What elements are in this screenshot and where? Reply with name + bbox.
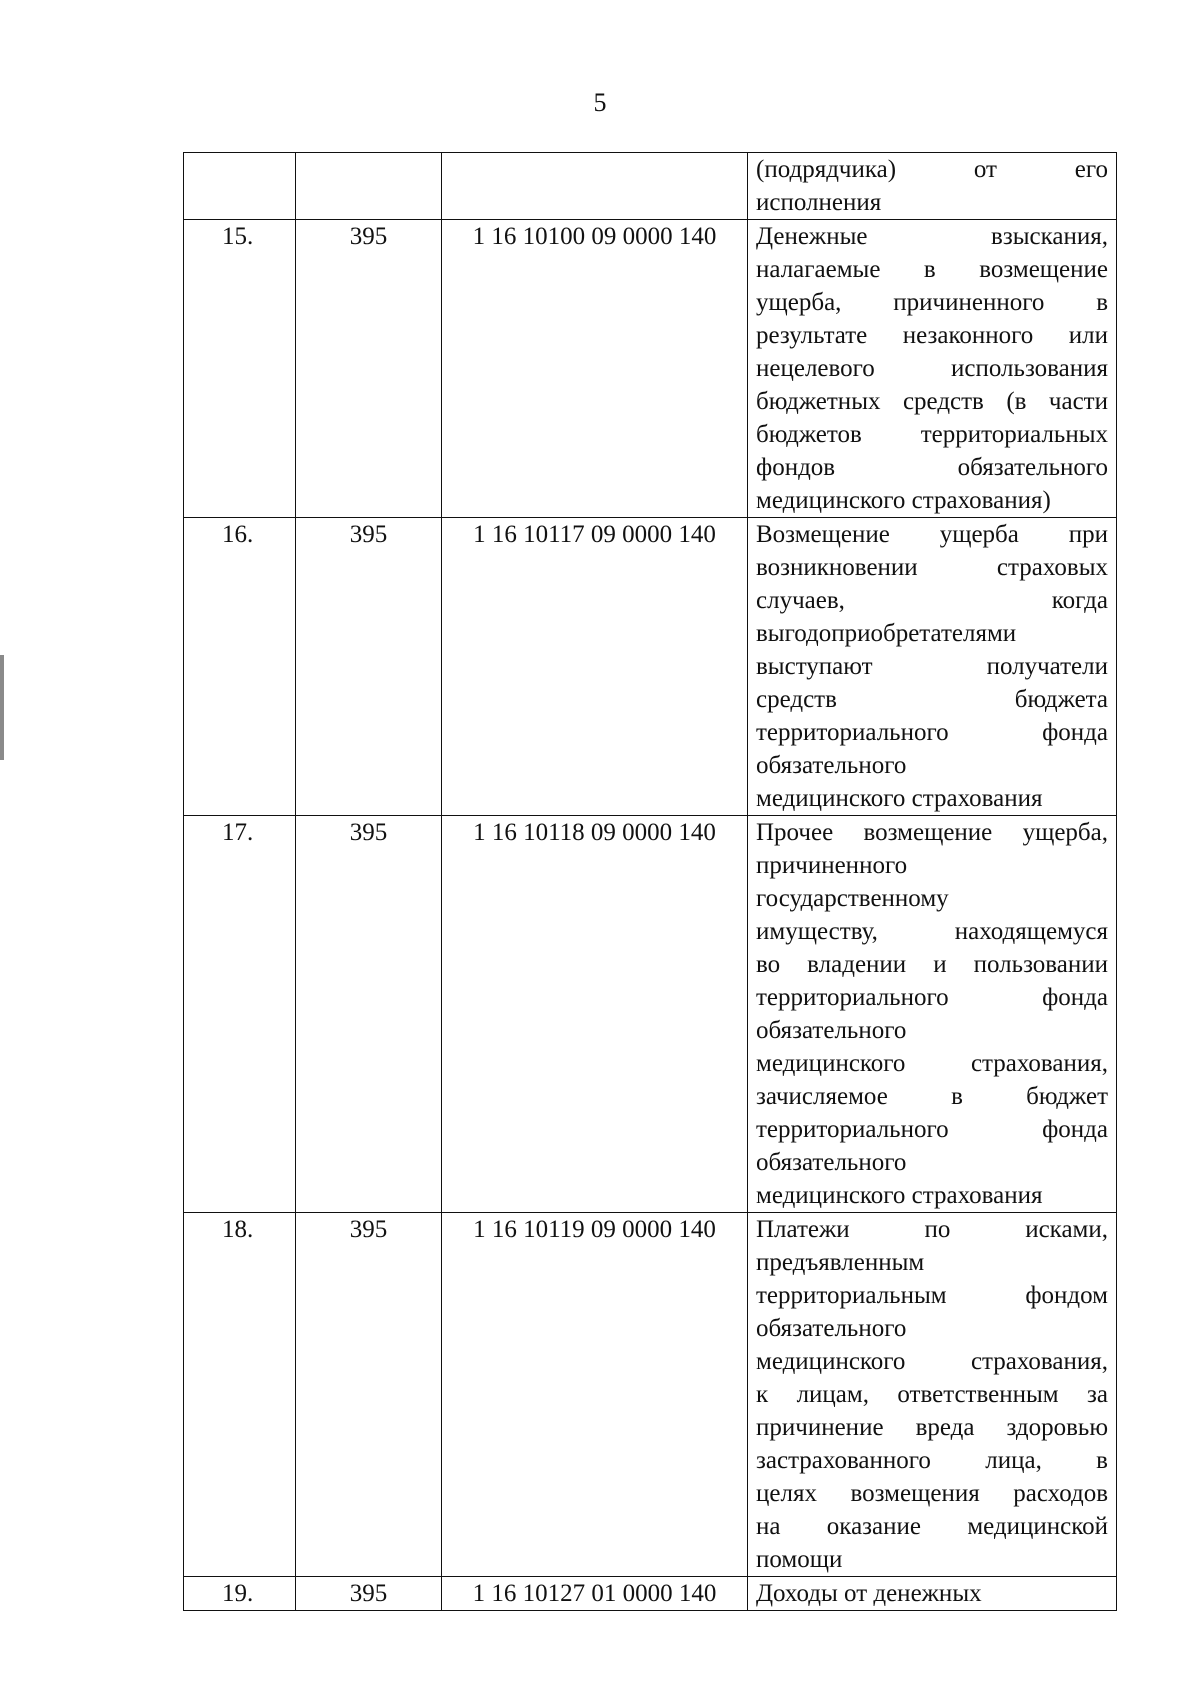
description-line: медицинского страхования, — [756, 1348, 1108, 1375]
description-line: причинение вреда здоровью — [756, 1414, 1108, 1441]
description-line: медицинского страхования — [756, 1182, 1043, 1209]
admin-code-cell — [296, 153, 442, 220]
description-line: выгодоприобретателями — [756, 620, 1017, 647]
row-number-cell: 18. — [184, 1213, 296, 1577]
row-number-cell: 19. — [184, 1577, 296, 1611]
description-line: медицинского страхования) — [756, 487, 1051, 514]
table-row — [184, 816, 1117, 1213]
admin-code-cell: 395 — [296, 220, 442, 518]
description-line: ущерба, причиненного в — [756, 289, 1108, 316]
description-line: помощи — [756, 1546, 843, 1573]
admin-code-cell: 395 — [296, 1577, 442, 1611]
description-line: во владении и пользовании — [756, 951, 1108, 978]
admin-code-cell: 395 — [296, 816, 442, 1213]
kbk-code-cell: 1 16 10118 09 0000 140 — [442, 816, 748, 1213]
table-body — [184, 153, 1117, 1611]
description-cell — [748, 816, 1117, 1213]
revenue-codes-table — [183, 152, 1117, 1611]
admin-code-cell: 395 — [296, 1213, 442, 1577]
description-cell — [748, 1577, 1117, 1611]
description-line: государственному — [756, 885, 949, 912]
table-row — [184, 153, 1117, 220]
row-number-cell — [184, 153, 296, 220]
scan-edge-mark — [0, 655, 4, 760]
description-line: зачисляемое в бюджет — [756, 1083, 1108, 1110]
description-line: бюджетных средств (в части — [756, 388, 1108, 415]
table-row — [184, 1577, 1117, 1611]
description-line: обязательного — [756, 1315, 907, 1342]
kbk-code-cell: 1 16 10117 09 0000 140 — [442, 518, 748, 816]
description-line: выступают получатели — [756, 653, 1108, 680]
table-row — [184, 1213, 1117, 1577]
description-line: Платежи по исками, — [756, 1216, 1108, 1243]
description-line: застрахованного лица, в — [756, 1447, 1108, 1474]
kbk-code-cell: 1 16 10127 01 0000 140 — [442, 1577, 748, 1611]
description-line: бюджетов территориальных — [756, 421, 1108, 448]
row-number-cell: 17. — [184, 816, 296, 1213]
description-line: обязательного — [756, 1017, 907, 1044]
description-line: имуществу, находящемуся — [756, 918, 1108, 945]
description-line: к лицам, ответственным за — [756, 1381, 1108, 1408]
row-number-cell: 15. — [184, 220, 296, 518]
admin-code-cell: 395 — [296, 518, 442, 816]
description-line: результате незаконного или — [756, 322, 1108, 349]
page-number: 5 — [593, 88, 607, 117]
description-line: нецелевого использования — [756, 355, 1108, 382]
description-line: причиненного — [756, 852, 908, 879]
kbk-code-cell — [442, 153, 748, 220]
description-line: возникновении страховых — [756, 554, 1108, 581]
description-line: медицинского страхования, — [756, 1050, 1108, 1077]
description-cell — [748, 153, 1117, 220]
description-line: (подрядчика) от его — [756, 156, 1108, 183]
description-line: территориальным фондом — [756, 1282, 1108, 1309]
description-line: обязательного — [756, 752, 907, 779]
description-line: исполнения — [756, 189, 882, 216]
description-line: целях возмещения расходов — [756, 1480, 1108, 1507]
description-line: территориального фонда — [756, 984, 1108, 1011]
description-line: Возмещение ущерба при — [756, 521, 1108, 548]
kbk-code-cell: 1 16 10119 09 0000 140 — [442, 1213, 748, 1577]
description-line: случаев, когда — [756, 587, 1108, 614]
description-line: медицинского страхования — [756, 785, 1043, 812]
description-line: Прочее возмещение ущерба, — [756, 819, 1108, 846]
kbk-code-cell: 1 16 10100 09 0000 140 — [442, 220, 748, 518]
description-line: фондов обязательного — [756, 454, 1108, 481]
description-line: территориального фонда — [756, 1116, 1108, 1143]
description-line: территориального фонда — [756, 719, 1108, 746]
description-cell — [748, 518, 1117, 816]
table-row — [184, 518, 1117, 816]
description-line: Денежные взыскания, — [756, 223, 1108, 250]
description-line: налагаемые в возмещение — [756, 256, 1108, 283]
description-cell — [748, 220, 1117, 518]
description-line: обязательного — [756, 1149, 907, 1176]
description-line: средств бюджета — [756, 686, 1108, 713]
description-line: Доходы от денежных — [756, 1580, 982, 1607]
description-line: предъявленным — [756, 1249, 925, 1276]
description-line: на оказание медицинской — [756, 1513, 1108, 1540]
description-cell — [748, 1213, 1117, 1577]
row-number-cell: 16. — [184, 518, 296, 816]
table-row — [184, 220, 1117, 518]
